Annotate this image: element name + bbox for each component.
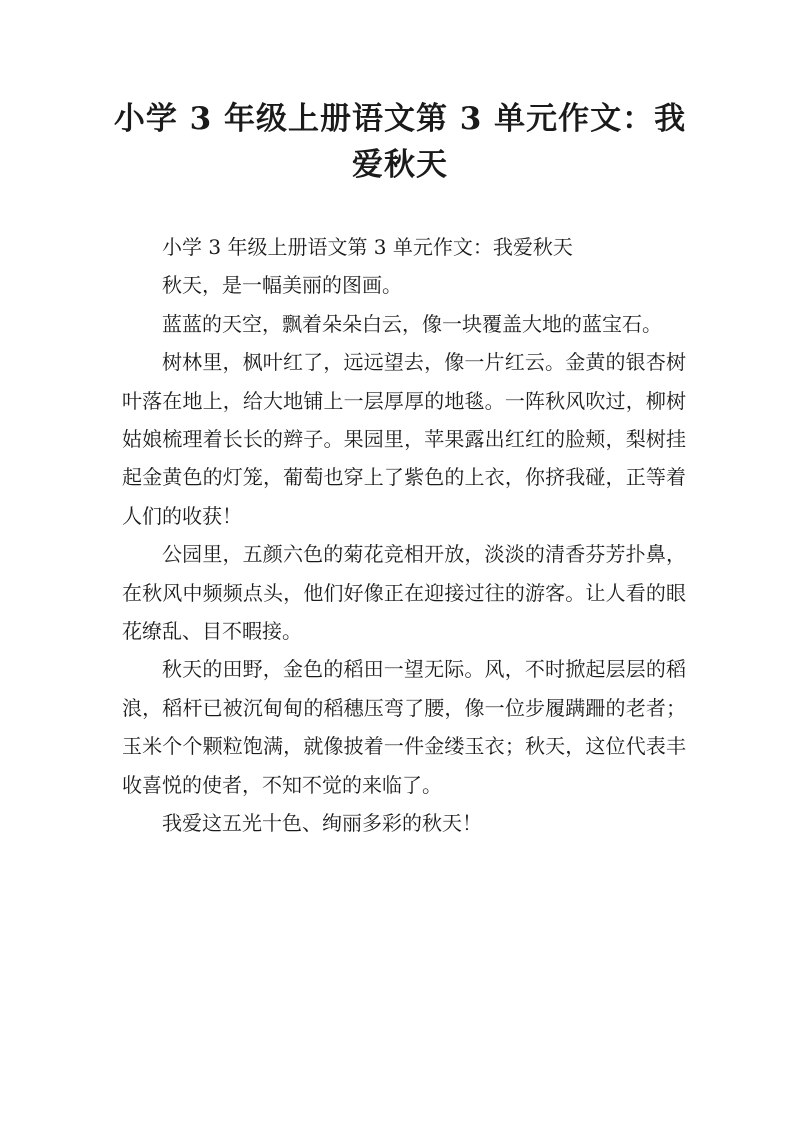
paragraph: 蓝蓝的天空，飘着朵朵白云，像一块覆盖大地的蓝宝石。	[162, 311, 662, 336]
paragraph: 秋天的田野，金色的稻田一望无际。风，不时掀起层层的稻浪，稻杆已被沉甸甸的稻穗压弯了腰，像一位步履蹒跚的老者；玉米个个颗粒饱满，就像披着一件金缕玉衣；秋天，这位代表丰收喜悦的使者，不知不觉的来临了。	[122, 657, 686, 797]
paragraph-closing: 我爱这五光十色、绚丽多彩的秋天！	[162, 811, 482, 836]
document-title: 小学 3 年级上册语文第 3 单元作文：我爱秋天	[113, 101, 687, 183]
document-body	[122, 228, 686, 843]
paragraph: 公园里，五颜六色的菊花竞相开放，淡淡的清香芬芳扑鼻，在秋风中频频点头，他们好像正在迎接过往的游客。让人看的眼花缭乱、目不暇接。	[122, 542, 686, 644]
paragraph: 树林里，枫叶红了，远远望去，像一片红云。金黄的银杏树叶落在地上，给大地铺上一层厚厚的地毯。一阵秋风吹过，柳树姑娘梳理着长长的辫子。果园里，苹果露出红红的脸颊，梨树挂起金黄色的灯笼，葡萄也穿上了紫色的上衣，你挤我碰，正等着人们的收获！	[122, 350, 686, 528]
paragraph-subtitle: 小学 3 年级上册语文第 3 单元作文：我爱秋天	[162, 235, 573, 259]
paragraph: 秋天，是一幅美丽的图画。	[162, 273, 402, 298]
